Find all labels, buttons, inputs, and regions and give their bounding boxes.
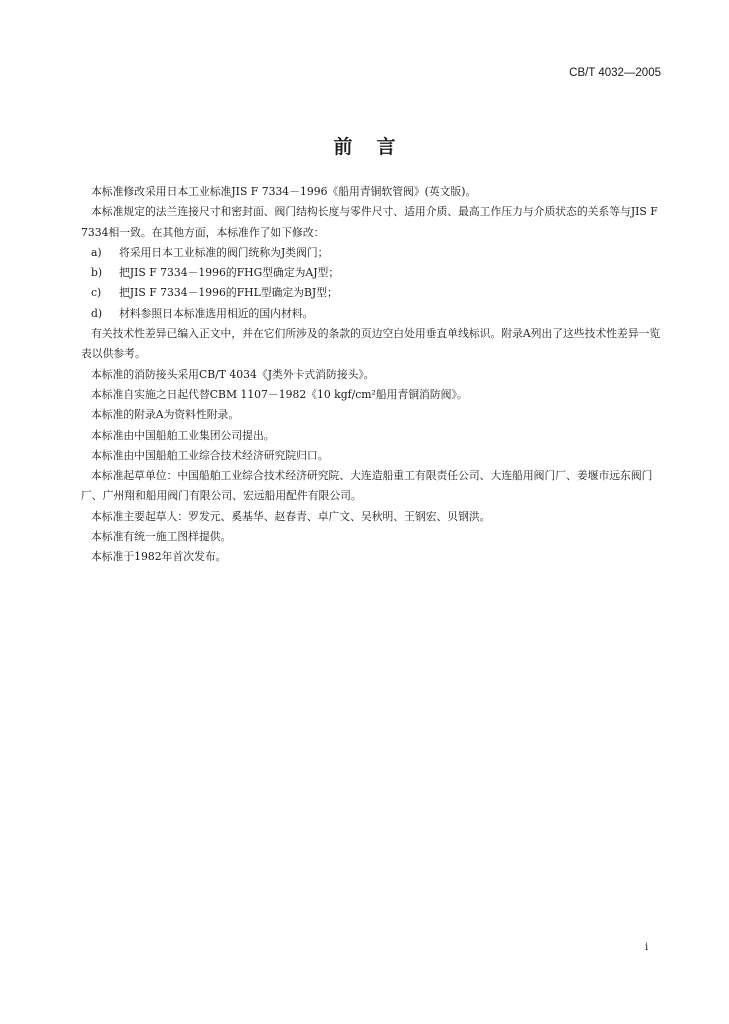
list-item-label: c)	[91, 286, 102, 300]
paragraph: 本标准规定的法兰连接尺寸和密封面、阀门结构长度与零件尺寸、适用介质、最高工作压力与介质状态的关系等与JIS F 7334相一致。在其他方面，本标准作了如下修改：	[81, 205, 658, 239]
paragraph: 本标准由中国船舶工业综合技术经济研究院归口。	[91, 448, 329, 462]
list-item	[91, 263, 662, 283]
paragraph: 本标准的消防接头采用CB/T 4034《J类外卡式消防接头》。	[91, 367, 375, 381]
paragraph: 本标准于1982年首次发布。	[91, 550, 227, 564]
paragraph: 本标准主要起草人：罗发元、奚基华、赵春青、卓广文、吴秋明、王钢宏、贝钢洪。	[91, 509, 491, 523]
paragraph: 本标准的附录A为资料性附录。	[91, 408, 240, 422]
foreword-body	[81, 182, 662, 568]
paragraph: 本标准由中国船舶工业集团公司提出。	[91, 428, 275, 442]
list-item-label: d)	[91, 306, 103, 320]
paragraph: 本标准修改采用日本工业标准JIS F 7334－1996《船用青铜软管阀》(英文版)。	[91, 185, 477, 198]
list-item-text: 把JIS F 7334－1996的FHG型确定为AJ型；	[119, 266, 340, 280]
paragraph: 本标准起草单位：中国船舶工业综合技术经济研究院、大连造船重工有限责任公司、大连船用阀门厂、姜堰市远东阀门厂、广州翔和船用阀门有限公司、宏远船用配件有限公司。	[81, 469, 653, 503]
page-title: 前言	[333, 136, 420, 158]
paragraph: 本标准自实施之日起代替CBM 1107－1982《10 kgf/cm²船用青铜消防阀》。	[91, 387, 468, 401]
list-item-text: 材料参照日本标准选用相近的国内材料。	[119, 306, 314, 320]
list-item-text: 将采用日本工业标准的阀门统称为J类阀门；	[119, 245, 329, 259]
list-item-text: 把JIS F 7334－1996的FHL型确定为BJ型；	[119, 286, 338, 300]
paragraph: 本标准有统一施工图样提供。	[91, 530, 232, 544]
list-item	[91, 304, 662, 324]
paragraph: 有关技术性差异已编入正文中，并在它们所涉及的条款的页边空白处用垂直单线标识。附录A列出了这些技术性差异一览表以供参考。	[81, 327, 661, 361]
list-item-label: b)	[91, 266, 103, 280]
list-item	[91, 243, 662, 263]
list-item	[91, 283, 662, 303]
document-code: CB/T 4032—2005	[569, 67, 661, 79]
list-item-label: a)	[91, 245, 102, 259]
page-number: i	[645, 942, 649, 953]
